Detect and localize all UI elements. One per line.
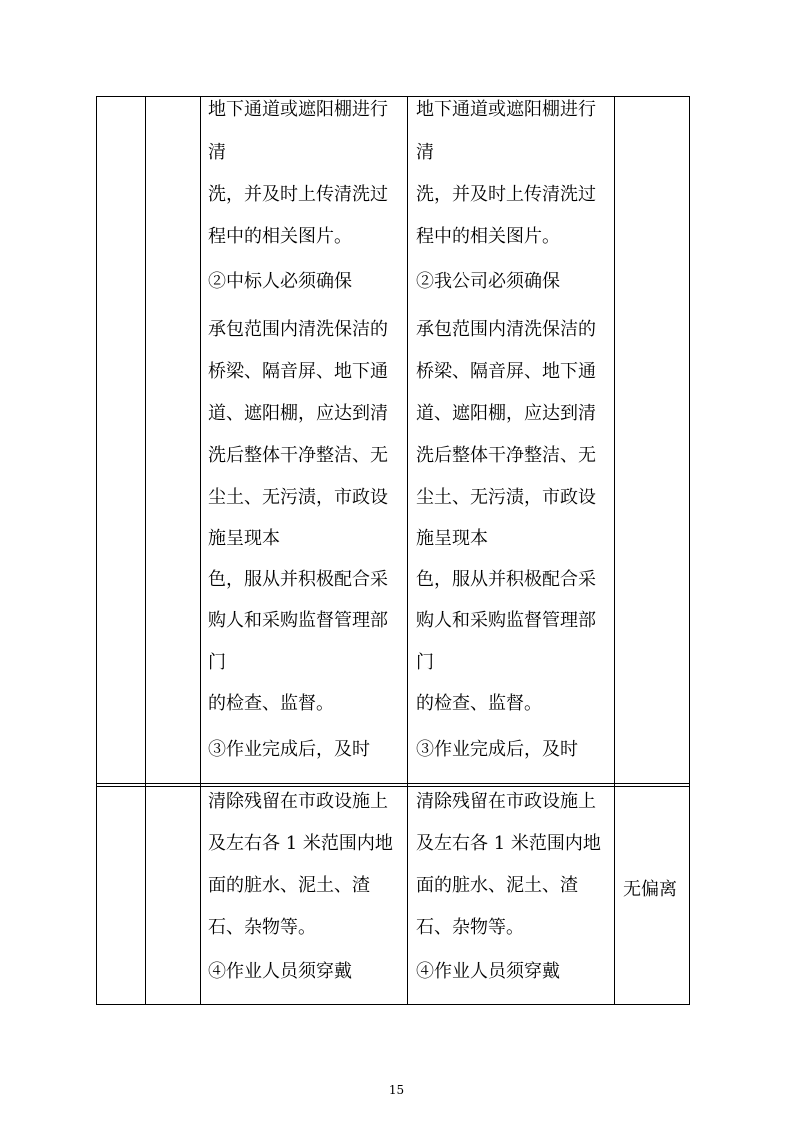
table-bottom-border <box>96 1004 690 1005</box>
table-col-border-5 <box>614 96 615 1005</box>
row2-resp-line: 面的脏水、泥土、渣 <box>416 875 578 896</box>
row1-resp-line: 洗后整体干净整洁、无 <box>416 445 596 466</box>
row1-resp-line: 色，服从并积极配合采 <box>416 569 596 590</box>
row1-resp-line: 程中的相关图片。 <box>416 226 560 247</box>
row1-req-line: 清 <box>208 142 226 163</box>
table-col-border-3 <box>200 96 201 1005</box>
row1-resp-line: 承包范围内清洗保洁的 <box>416 319 596 340</box>
row1-req-line: 色，服从并积极配合采 <box>208 569 388 590</box>
deviation-status: 无偏离 <box>623 879 677 900</box>
table-col-border-6 <box>689 96 690 1005</box>
row1-req-line: 洗，并及时上传清洗过 <box>208 184 388 205</box>
table-col-border-4 <box>407 96 408 1005</box>
table-col-border-1 <box>96 96 97 1005</box>
row2-req-line: 清除残留在市政设施上 <box>208 791 388 812</box>
row1-resp-line: 地下通道或遮阳棚进行 <box>416 99 596 120</box>
row1-req-line: 道、遮阳棚，应达到清 <box>208 403 388 424</box>
row1-req-line: 购人和采购监督管理部 <box>208 610 388 631</box>
row2-resp-line: 清除残留在市政设施上 <box>416 791 596 812</box>
row2-req-line: 面的脏水、泥土、渣 <box>208 875 370 896</box>
table-top-border <box>96 96 690 97</box>
row1-req-line: 桥梁、隔音屏、地下通 <box>208 361 388 382</box>
row1-resp-line: 洗，并及时上传清洗过 <box>416 184 596 205</box>
row1-req-line: 尘土、无污渍，市政设 <box>208 487 388 508</box>
row1-req-line: 洗后整体干净整洁、无 <box>208 445 388 466</box>
row2-req-line: ④作业人员须穿戴 <box>208 961 352 982</box>
row1-resp-line: 桥梁、隔音屏、地下通 <box>416 361 596 382</box>
row1-req-line: 门 <box>208 652 226 673</box>
row1-req-line: 地下通道或遮阳棚进行 <box>208 99 388 120</box>
row1-req-line: 的检查、监督。 <box>208 693 334 714</box>
row1-resp-line: 门 <box>416 652 434 673</box>
table-row-divider-inner <box>96 786 690 787</box>
row1-req-line: 承包范围内清洗保洁的 <box>208 319 388 340</box>
row2-resp-line: ④作业人员须穿戴 <box>416 961 560 982</box>
row1-resp-line: 清 <box>416 142 434 163</box>
page-number: 15 <box>388 1083 405 1097</box>
row1-resp-line: 道、遮阳棚，应达到清 <box>416 403 596 424</box>
row1-resp-line: ②我公司必须确保 <box>416 271 560 292</box>
row2-req-line: 石、杂物等。 <box>208 917 316 938</box>
row1-resp-line: 施呈现本 <box>416 528 488 549</box>
row2-req-line: 及左右各 1 米范围内地 <box>208 833 393 854</box>
row2-resp-line: 及左右各 1 米范围内地 <box>416 833 601 854</box>
row1-req-line: ②中标人必须确保 <box>208 271 352 292</box>
table-row-divider <box>96 783 690 784</box>
row1-req-line: 施呈现本 <box>208 528 280 549</box>
table-col-border-2 <box>145 96 146 1005</box>
row2-resp-line: 石、杂物等。 <box>416 917 524 938</box>
row1-req-line: ③作业完成后，及时 <box>208 739 370 760</box>
row1-req-line: 程中的相关图片。 <box>208 226 352 247</box>
row1-resp-line: 的检查、监督。 <box>416 693 542 714</box>
row1-resp-line: 尘土、无污渍，市政设 <box>416 487 596 508</box>
row1-resp-line: ③作业完成后，及时 <box>416 739 578 760</box>
row1-resp-line: 购人和采购监督管理部 <box>416 610 596 631</box>
